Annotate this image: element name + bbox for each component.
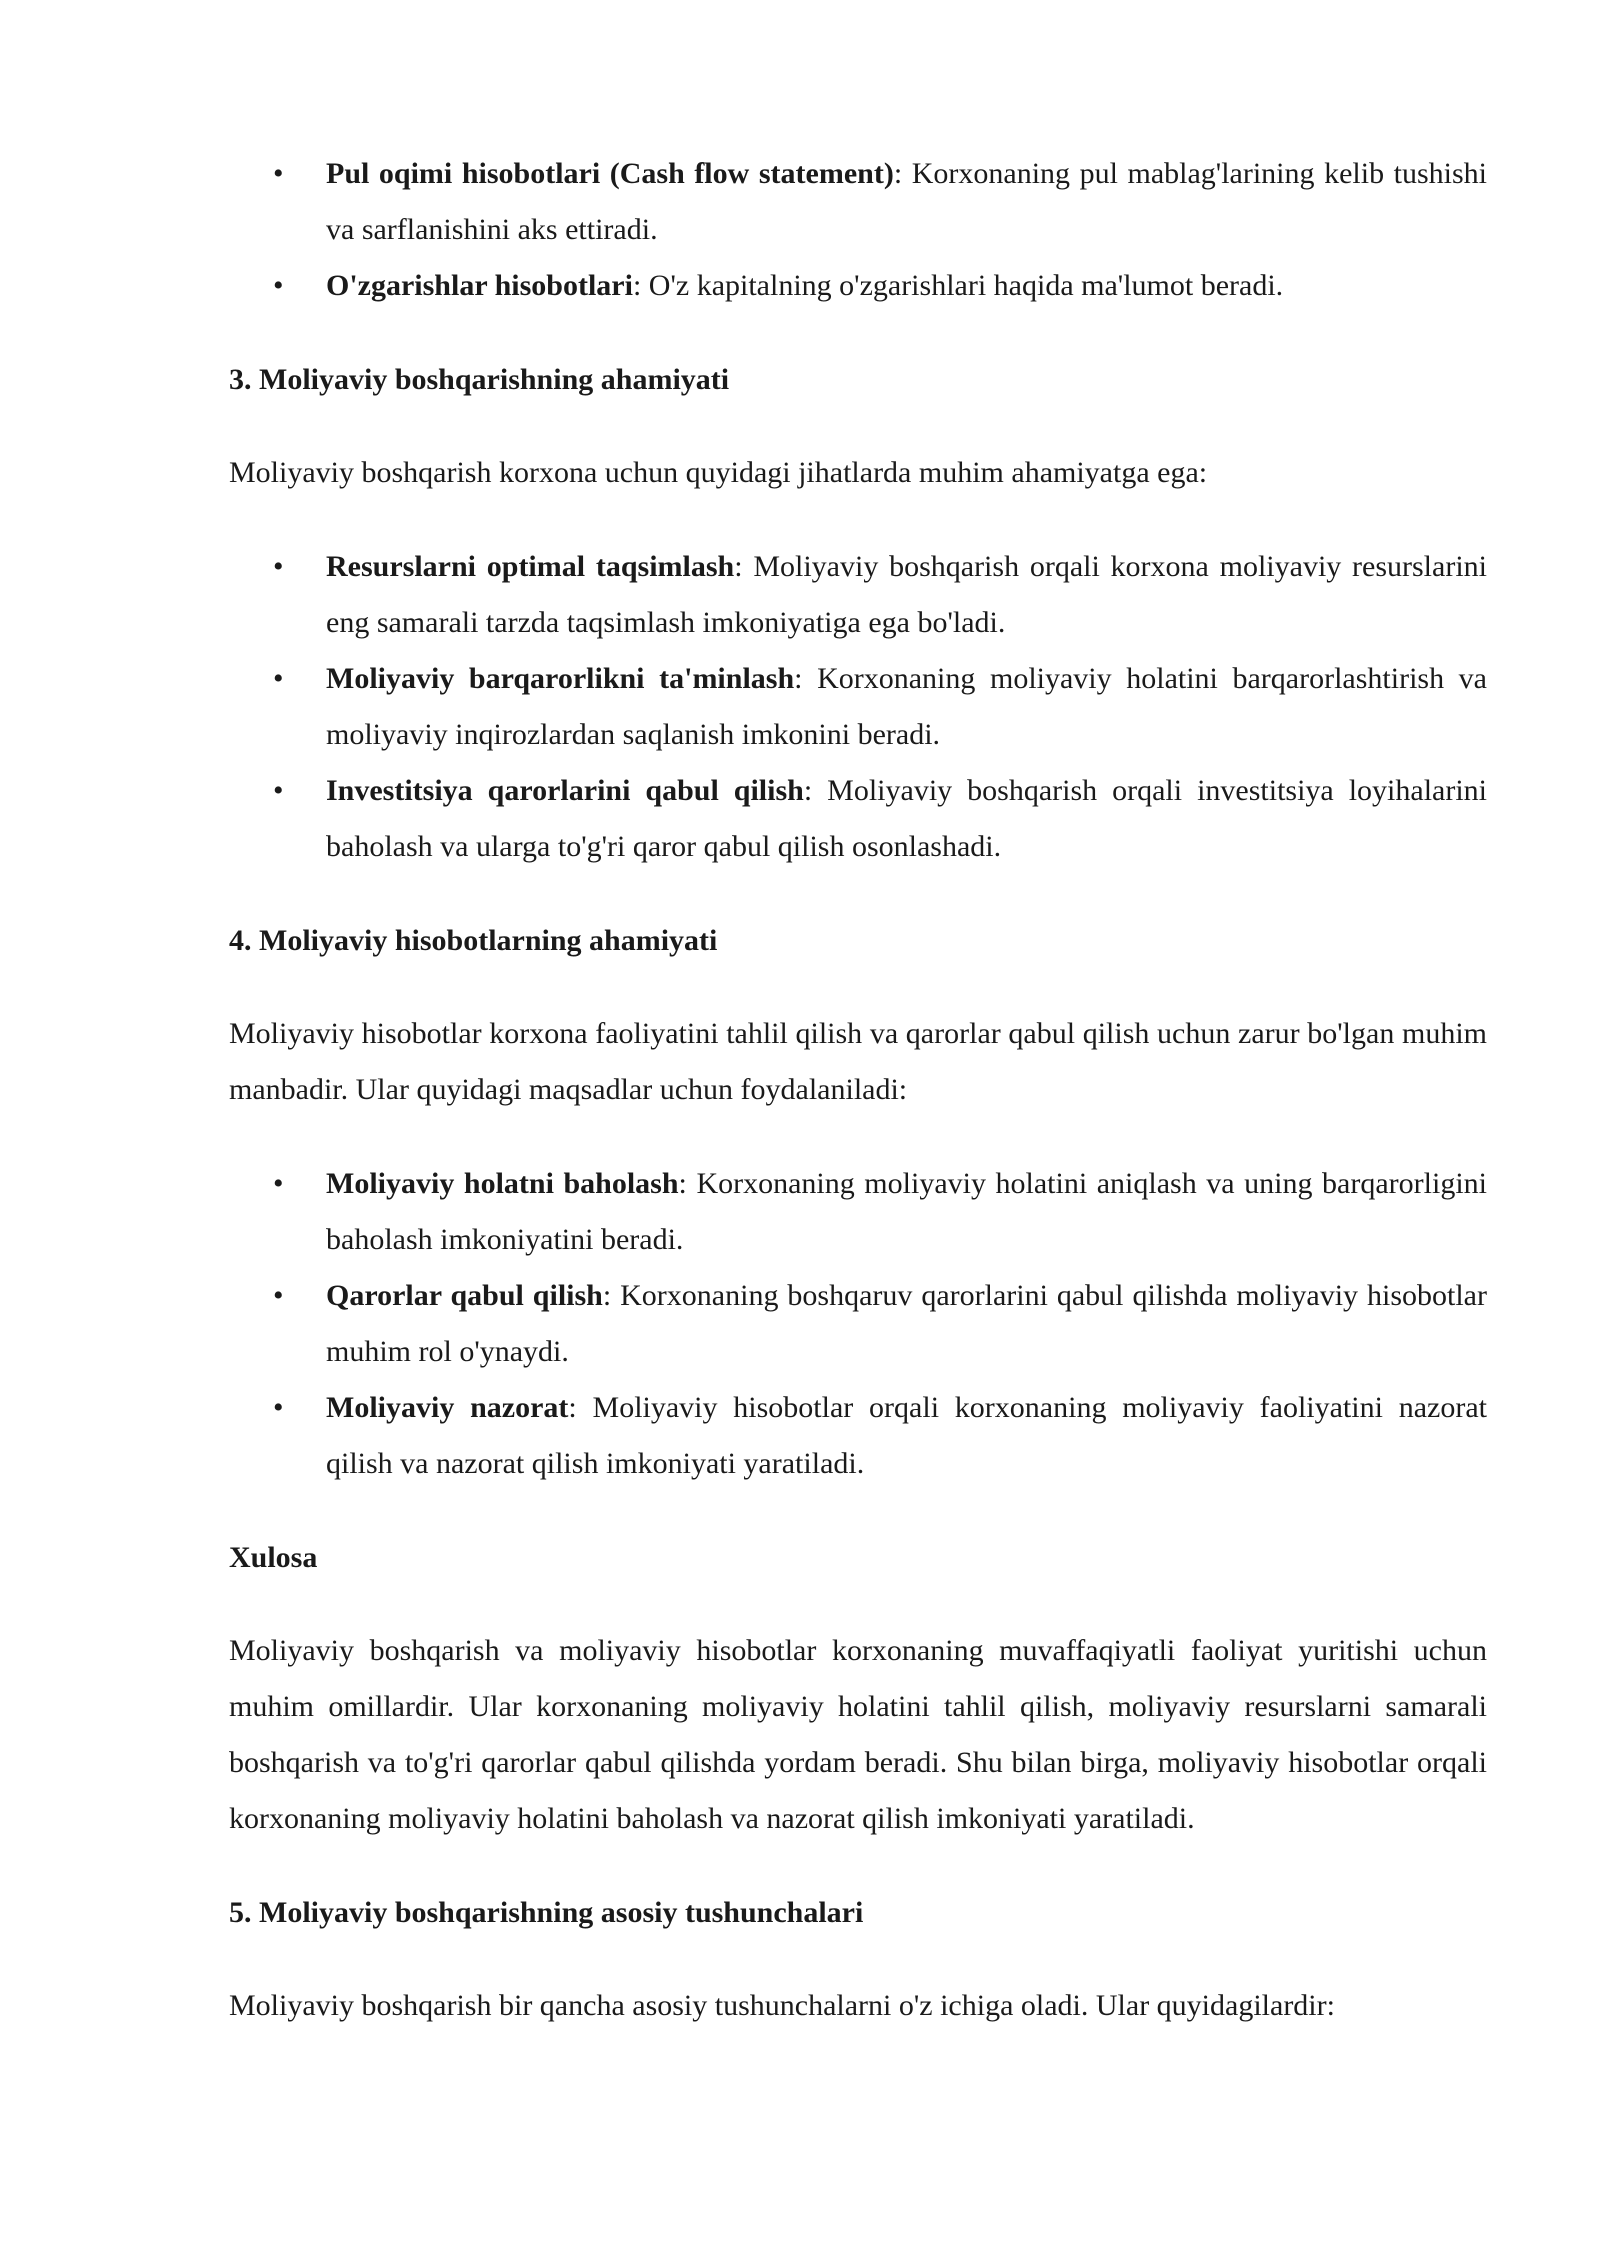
list-item bbox=[229, 258, 1487, 314]
section-5-heading: 5. Moliyaviy boshqarishning asosiy tushunchalari bbox=[229, 1896, 864, 1929]
list-item bbox=[229, 1380, 1487, 1492]
conclusion-heading: Xulosa bbox=[229, 1541, 318, 1574]
list-item-text: : Korxonaning moliyaviy holatini barqarorlashtirish va moliyaviy inqirozlardan saqlanish imkonini beradi. bbox=[326, 662, 1487, 751]
list-item bbox=[229, 1156, 1487, 1268]
list-item bbox=[229, 1268, 1487, 1380]
section-4-list bbox=[229, 1156, 1487, 1492]
list-item-term: Investitsiya qarorlarini qabul qilish bbox=[326, 774, 804, 807]
list-item bbox=[229, 146, 1487, 258]
list-item-term: Moliyaviy holatni baholash bbox=[326, 1167, 679, 1200]
document-body bbox=[229, 146, 1487, 2034]
section-4-intro: Moliyaviy hisobotlar korxona faoliyatini tahlil qilish va qarorlar qabul qilish uchun zarur bo'lgan muhim manbadir. Ular quyidagi maqsadlar uchun foydalaniladi: bbox=[229, 1017, 1487, 1106]
list-item bbox=[229, 763, 1487, 875]
section-3-list bbox=[229, 539, 1487, 875]
list-item-term: Resurslarni optimal taqsimlash bbox=[326, 550, 735, 583]
section-4-heading: 4. Moliyaviy hisobotlarning ahamiyati bbox=[229, 924, 718, 957]
list-item-text: : Moliyaviy boshqarish orqali investitsiya loyihalarini baholash va ularga to'g'ri qaror qabul qilish osonlashadi. bbox=[326, 774, 1488, 863]
section-3-intro: Moliyaviy boshqarish korxona uchun quyidagi jihatlarda muhim ahamiyatga ega: bbox=[229, 456, 1208, 489]
list-item-term: Moliyaviy barqarorlikni ta'minlash bbox=[326, 662, 795, 695]
list-item-text: : O'z kapitalning o'zgarishlari haqida ma'lumot beradi. bbox=[632, 269, 1284, 302]
list-item-term: O'zgarishlar hisobotlari bbox=[326, 269, 633, 302]
list-item-term: Moliyaviy nazorat bbox=[326, 1391, 569, 1424]
section-3-heading: 3. Moliyaviy boshqarishning ahamiyati bbox=[229, 363, 730, 396]
list-item-term: Pul oqimi hisobotlari (Cash flow statement) bbox=[326, 157, 894, 190]
list-item-text: : Moliyaviy hisobotlar orqali korxonaning moliyaviy faoliyatini nazorat qilish va nazorat qilish imkoniyati yaratiladi. bbox=[326, 1391, 1487, 1480]
section-5-intro: Moliyaviy boshqarish bir qancha asosiy tushunchalarni o'z ichiga oladi. Ular quyidagilardir: bbox=[229, 1989, 1335, 2022]
list-item-text: : Korxonaning boshqaruv qarorlarini qabul qilishda moliyaviy hisobotlar muhim rol o'ynaydi. bbox=[326, 1279, 1487, 1368]
list-item-text: : Korxonaning moliyaviy holatini aniqlash va uning barqarorligini baholash imkoniyatini beradi. bbox=[326, 1167, 1487, 1256]
conclusion-text: Moliyaviy boshqarish va moliyaviy hisobotlar korxonaning muvaffaqiyatli faoliyat yuritishi uchun muhim omillardir. Ular korxonaning moliyaviy holatini tahlil qilish, moliyaviy resurslarni samarali boshqarish va to'g'ri qarorlar qabul qilishda yordam beradi. Shu bilan birga, moliyaviy hisobotlar orqali korxonaning moliyaviy holatini baholash va nazorat qilish imkoniyati yaratiladi. bbox=[229, 1634, 1487, 1835]
list-item-text: : Moliyaviy boshqarish orqali korxona moliyaviy resurslarini eng samarali tarzda taqsimlash imkoniyatiga ega bo'ladi. bbox=[326, 550, 1487, 639]
continued-list bbox=[229, 146, 1487, 314]
list-item-term: Qarorlar qabul qilish bbox=[326, 1279, 603, 1312]
list-item bbox=[229, 651, 1487, 763]
list-item-text: : Korxonaning pul mablag'larining kelib tushishi va sarflanishini aks ettiradi. bbox=[326, 157, 1487, 246]
list-item bbox=[229, 539, 1487, 651]
